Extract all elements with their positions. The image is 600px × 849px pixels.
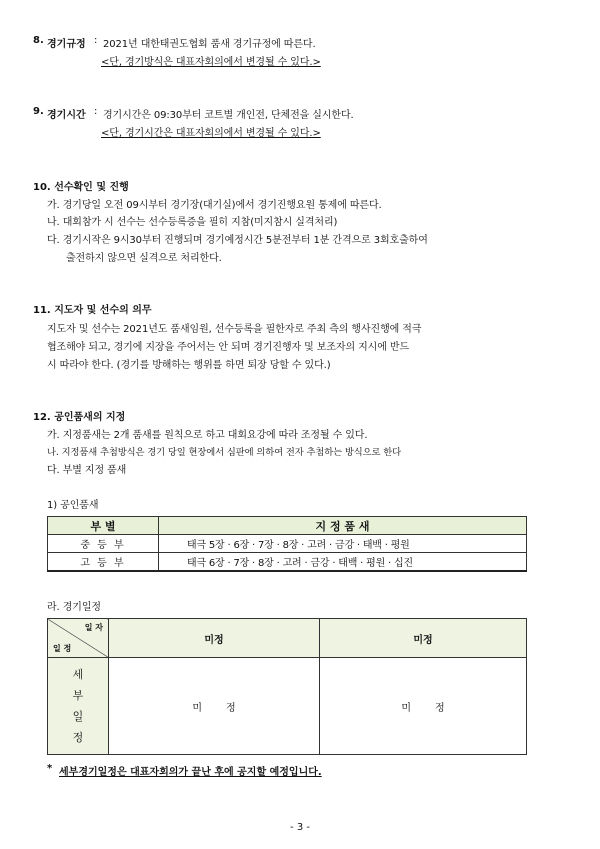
poomsae-table: [47, 516, 527, 572]
poomsae-subheading: 1) 공인품새: [47, 500, 99, 511]
section-10-item-ga: 가. 경기당일 오전 09시부터 경기장(대기실)에서 경기진행요원 통제에 따른다.: [47, 200, 382, 211]
header-poomsae: 지 정 품 새: [159, 517, 527, 535]
schedule-cell-1: 미정: [109, 658, 320, 755]
section-10-item-da-cont: 출전하지 않으면 실격으로 처리한다.: [66, 253, 222, 264]
schedule-col-2: 미정: [320, 619, 527, 658]
schedule-subheading: 라. 경기일정: [47, 602, 101, 613]
detail-schedule-label: [48, 658, 109, 755]
section-12-title: 12. 공인품새의 지정: [33, 412, 126, 423]
section-10-item-na: 나. 대회참가 시 선수는 선수등록증을 필히 지참(미지참시 실격처리): [47, 217, 338, 228]
section-9-title: 경기시간: [47, 110, 86, 121]
footnote-mark: *: [47, 763, 53, 774]
schedule-col-1: 미정: [109, 619, 320, 658]
section-9-number: 9.: [33, 106, 44, 117]
label-char: 일: [72, 710, 84, 723]
page-number: - 3 -: [290, 822, 310, 833]
section-9-text: 경기시간은 09:30부터 코트별 개인전, 단체전을 실시한다.: [103, 110, 354, 121]
section-9-note: <단, 경기시간은 대표자회의에서 변경될 수 있다.>: [101, 128, 321, 139]
section-8-note: <단, 경기방식은 대표자회의에서 변경될 수 있다.>: [101, 57, 321, 68]
schedule-header-row: [48, 619, 527, 658]
section-11-line-1: 지도자 및 선수는 2021년도 품새임원, 선수등록을 필한자로 주최 측의 행사진행에 적극: [47, 324, 422, 335]
schedule-cell-2: 미정: [320, 658, 527, 755]
diag-label-schedule: 일 정: [53, 644, 72, 653]
footnote-text: 세부경기일정은 대표자회의가 끝난 후에 공지할 예정입니다.: [59, 767, 322, 778]
label-char: 정: [72, 731, 84, 744]
row-division: 중 등 부: [48, 535, 159, 553]
section-9-colon: :: [94, 106, 98, 117]
section-11-line-2: 협조해야 되고, 경기에 지장을 주어서는 안 되며 경기진행자 및 보조자의 지시에 반드: [47, 342, 409, 353]
section-12-item-ga: 가. 지정품새는 2개 품새를 원칙으로 하고 대회요강에 따라 조정될 수 있다.: [47, 430, 368, 441]
section-10-title: 10. 선수확인 및 진행: [33, 182, 129, 193]
section-8-number: 8.: [33, 35, 44, 46]
section-12-item-da: 다. 부별 지정 품새: [47, 465, 127, 476]
section-11-title: 11. 지도자 및 선수의 의무: [33, 305, 152, 316]
row-poomsae: 태극 6장 · 7장 · 8장 · 고려 · 금강 · 태백 · 평원 · 십진: [159, 553, 527, 572]
row-poomsae: 태극 5장 · 6장 · 7장 · 8장 · 고려 · 금강 · 태백 · 평원: [159, 535, 527, 553]
schedule-body-row: [48, 658, 527, 755]
table-row: [48, 535, 527, 553]
section-8-title: 경기규정: [47, 39, 86, 50]
label-char: 부: [72, 689, 84, 702]
row-division: 고 등 부: [48, 553, 159, 572]
section-8-colon: :: [94, 35, 98, 46]
diag-label-date: 일 자: [84, 623, 103, 632]
schedule-table: [47, 618, 527, 755]
section-12-item-na: 나. 지정품새 추첨방식은 경기 당일 현장에서 심판에 의하여 전자 추첨하는 방식으로 한다: [47, 447, 401, 458]
section-8-text: 2021년 대한태권도협회 품새 경기규정에 따른다.: [103, 39, 316, 50]
label-char: 세: [72, 668, 84, 681]
header-division: 부 별: [48, 517, 159, 535]
section-10-item-da: 다. 경기시작은 9시30부터 진행되며 경기예정시간 5분전부터 1분 간격으로 3회호출하여: [47, 235, 428, 246]
table-row: [48, 553, 527, 572]
poomsae-table-header: [48, 517, 527, 535]
diagonal-header-cell: [48, 619, 109, 658]
section-11-line-3: 시 따라야 한다. (경기를 방해하는 행위를 하면 퇴장 당할 수 있다.): [47, 360, 331, 371]
